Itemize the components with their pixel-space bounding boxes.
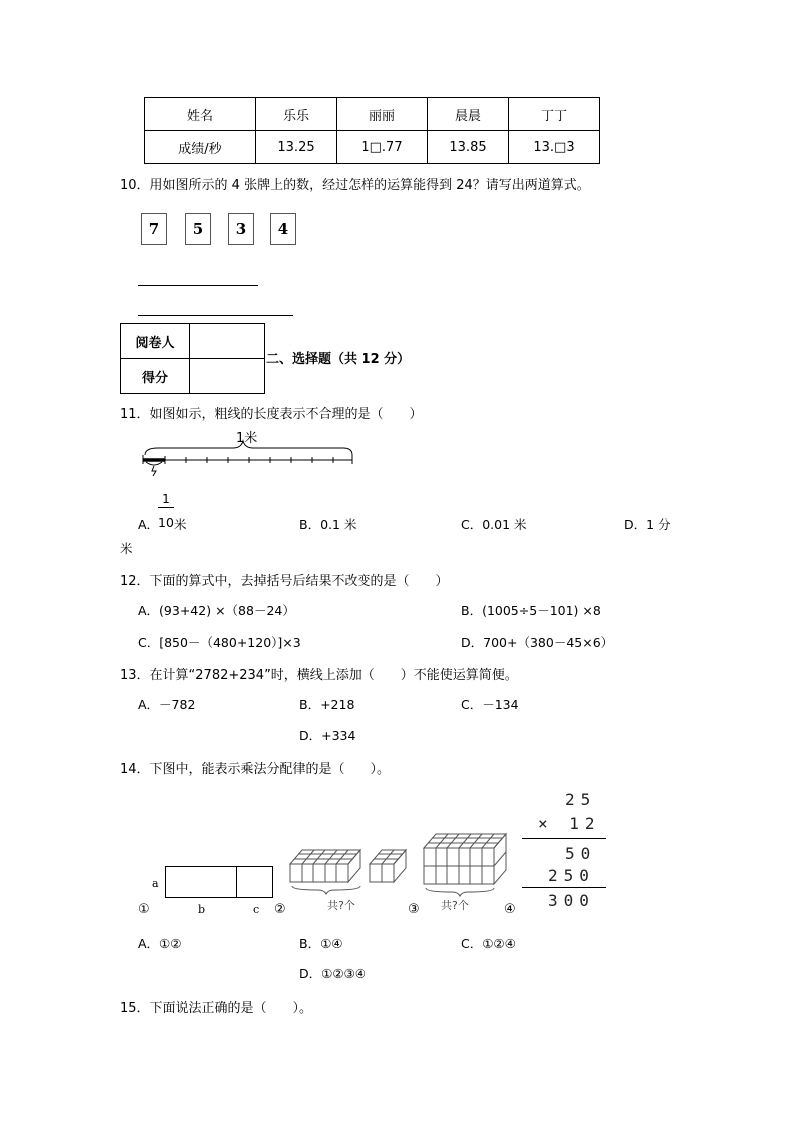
question-13: 13．在计算“2782+234”时，横线上添加（ ）不能使运算简便。 — [120, 668, 518, 683]
table-row — [145, 98, 600, 131]
pointer-mark — [152, 466, 156, 476]
score-field[interactable] — [190, 359, 265, 394]
question-11: 11．如图如示，粗线的长度表示不合理的是（ ） — [120, 407, 423, 422]
option-a[interactable]: A．－782 — [138, 697, 196, 712]
cube-blocks-figure — [288, 842, 413, 904]
marker-2: ② — [274, 902, 286, 917]
option-c[interactable]: C．0.01 米 — [461, 517, 527, 532]
table-header-cell: 丽丽 — [337, 98, 428, 131]
reviewer-label: 阅卷人 — [121, 324, 190, 359]
option-b[interactable]: B．+218 — [299, 697, 355, 712]
question-14: 14．下图中，能表示乘法分配律的是（ ）。 — [120, 762, 391, 777]
rectangle-figure — [165, 866, 273, 898]
rect-label-c: c — [253, 903, 260, 916]
reviewer-field[interactable] — [190, 324, 265, 359]
option-d[interactable]: D．①②③④ — [299, 966, 366, 981]
option-d-unit: 米 — [120, 541, 133, 556]
table-header-cell: 姓名 — [145, 98, 256, 131]
grader-box — [120, 323, 265, 394]
ruler-figure — [138, 428, 358, 478]
option-b[interactable]: B．0.1 米 — [299, 517, 357, 532]
option-b[interactable]: B．①④ — [299, 936, 343, 951]
small-brace — [146, 462, 162, 465]
fraction-denominator: 10 — [158, 515, 174, 530]
table-header-cell: 乐乐 — [256, 98, 337, 131]
score-label: 得分 — [121, 359, 190, 394]
number-card: 4 — [270, 213, 296, 245]
fraction-numerator: 1 — [158, 492, 174, 508]
option-d[interactable]: D．+334 — [299, 728, 356, 743]
vertical-mult-line: 300 — [548, 891, 595, 910]
cube-block-figure — [422, 830, 514, 904]
table-row — [121, 324, 265, 359]
table-row — [121, 359, 265, 394]
count-label: 共?个 — [441, 899, 469, 912]
table-cell: 1□.77 — [337, 131, 428, 164]
option-d[interactable]: D．1 分 — [624, 517, 671, 532]
question-12: 12．下面的算式中，去掉括号后结果不改变的是（ ） — [120, 574, 449, 589]
number-card: 5 — [185, 213, 211, 245]
table-row-label: 成绩/秒 — [145, 131, 256, 164]
vertical-mult-line: 50 — [565, 844, 597, 863]
question-10: 10．用如图所示的 4 张牌上的数，经过怎样的运算能得到 24？请写出两道算式。 — [120, 178, 590, 193]
marker-1: ① — [138, 902, 150, 917]
table-header-cell: 丁丁 — [509, 98, 600, 131]
vertical-mult-line: 25 — [565, 790, 597, 809]
table-cell: 13.85 — [428, 131, 509, 164]
option-d[interactable]: D．700+（380－45×6） — [461, 635, 614, 650]
question-15: 15．下面说法正确的是（ ）。 — [120, 1001, 313, 1016]
marker-3: ③ — [408, 902, 420, 917]
rect-label-a: a — [152, 877, 159, 890]
count-label: 共?个 — [327, 899, 355, 912]
table-cell: 13.25 — [256, 131, 337, 164]
option-c[interactable]: C．－134 — [461, 697, 519, 712]
option-b[interactable]: B．(1005÷5－101) ×8 — [461, 603, 601, 618]
option-a-unit: 米 — [174, 517, 187, 532]
score-table — [144, 97, 600, 164]
table-cell: 13.□3 — [509, 131, 600, 164]
rect-label-b: b — [198, 903, 206, 916]
table-row — [145, 131, 600, 164]
number-card: 3 — [228, 213, 254, 245]
option-a[interactable]: A．①② — [138, 936, 182, 951]
answer-line[interactable] — [138, 285, 258, 286]
ruler-label: 1米 — [236, 431, 258, 446]
option-a[interactable]: A． — [138, 517, 160, 532]
number-card: 7 — [141, 213, 167, 245]
answer-line[interactable] — [138, 315, 293, 316]
fraction — [158, 492, 174, 508]
section-title: 二、选择题（共 12 分） — [266, 352, 411, 367]
option-c[interactable]: C．[850－（480+120）]×3 — [138, 635, 301, 650]
marker-4: ④ — [504, 902, 516, 917]
vertical-mult-line: × 12 — [538, 814, 601, 833]
option-c[interactable]: C．①②④ — [461, 936, 516, 951]
option-a[interactable]: A．(93+42) ×（88－24） — [138, 603, 295, 618]
table-header-cell: 晨晨 — [428, 98, 509, 131]
vertical-mult-line: 250 — [548, 866, 595, 885]
